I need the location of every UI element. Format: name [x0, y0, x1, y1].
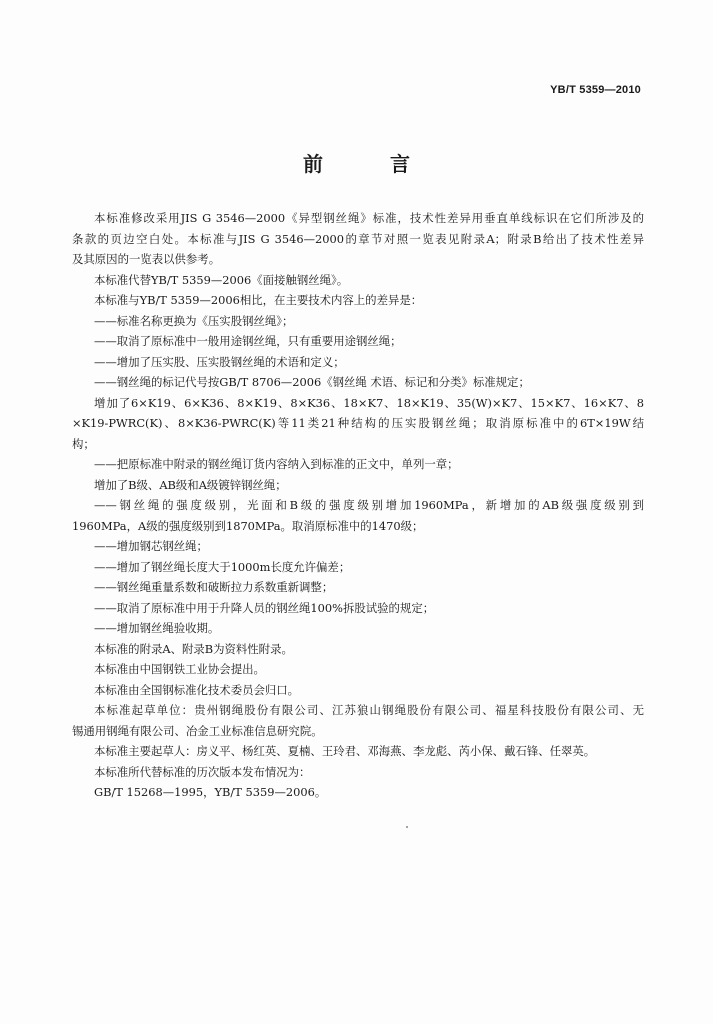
paragraph-line: 条款的页边空白处。本标准与JIS G 3546—2000的章节对照一览表见附录A；附录B给出了技术性差异 [72, 231, 644, 246]
list-item: ——增加钢芯钢丝绳； [94, 539, 208, 553]
list-item: ——增加钢丝绳验收期。 [94, 621, 220, 635]
paragraph-line: GB/T 15268—1995，YB/T 5359—2006。 [94, 785, 327, 799]
list-item: ——把原标准中附录的钢丝绳订货内容纳入到标准的正文中，单列一章； [94, 457, 459, 471]
foreword-body [72, 208, 644, 803]
paragraph-line: 本标准修改采用JIS G 3546—2000《异型钢丝绳》标准，技术性差异用垂直单线标识在它们所涉及的 [94, 211, 644, 225]
paragraph-line: 本标准起草单位：贵州钢绳股份有限公司、江苏狼山钢绳股份有限公司、福星科技股份有限公司、无 [94, 703, 644, 717]
scan-speck [406, 826, 408, 828]
paragraph-line: 本标准主要起草人：房义平、杨红英、夏楠、王玲君、邓海燕、李龙彪、芮小保、戴石锋、任翠英。 [94, 744, 596, 758]
paragraph-line: 本标准的附录A、附录B为资料性附录。 [94, 641, 293, 656]
list-item: ——钢丝绳的标记代号按GB/T 8706—2006《钢丝绳 术语、标记和分类》标准规定； [94, 375, 530, 389]
paragraph-line: 本标准由全国钢标准化技术委员会归口。 [94, 682, 300, 697]
list-item: ——取消了原标准中一般用途钢丝绳，只有重要用途钢丝绳； [94, 334, 402, 348]
paragraph-line: 锡通用钢绳有限公司、冶金工业标准信息研究院。 [72, 723, 323, 738]
list-item: ——钢丝绳重量系数和破断拉力系数重新调整； [94, 580, 334, 594]
paragraph-line: ×K19-PWRC(K)、8×K36-PWRC(K)等11类21种结构的压实股钢丝绳；取消原标准中的6T×19W结 [72, 416, 644, 430]
page-title: 前 言 [303, 152, 440, 176]
paragraph-line: 增加了6×K19、6×K36、8×K19、8×K36、18×K7、18×K19、35(W)×K7、15×K7、16×K7、8 [94, 395, 644, 410]
paragraph-line: 本标准与YB/T 5359—2006相比，在主要技术内容上的差异是： [94, 293, 423, 307]
list-item: ——增加了钢丝绳长度大于1000m长度允许偏差； [94, 559, 351, 574]
paragraph-line: 构； [72, 436, 95, 451]
paragraph-line: 及其原因的一览表以供参考。 [72, 252, 221, 266]
standard-code: YB/T 5359—2010 [550, 84, 641, 96]
paragraph-line: 本标准所代替标准的历次版本发布情况为： [94, 764, 311, 779]
list-item: ——标准名称更换为《压实股钢丝绳》； [94, 313, 294, 328]
list-item: ——增加了压实股、压实股钢丝绳的术语和定义； [94, 354, 345, 369]
list-item: ——钢丝绳的强度级别，光面和B级的强度级别增加1960MPa，新增加的AB级强度级别到 [94, 498, 644, 512]
list-item: ——取消了原标准中用于升降人员的钢丝绳100%拆股试验的规定； [94, 600, 435, 615]
paragraph-line: 本标准由中国钢铁工业协会提出。 [94, 662, 265, 676]
paragraph-line: 增加了B级、AB级和A级镀锌钢丝绳； [94, 477, 287, 492]
paragraph-line: 本标准代替YB/T 5359—2006《面接触钢丝绳》。 [94, 272, 349, 287]
paragraph-line: 1960MPa，A级的强度级别到1870MPa。取消原标准中的1470级； [72, 518, 424, 533]
